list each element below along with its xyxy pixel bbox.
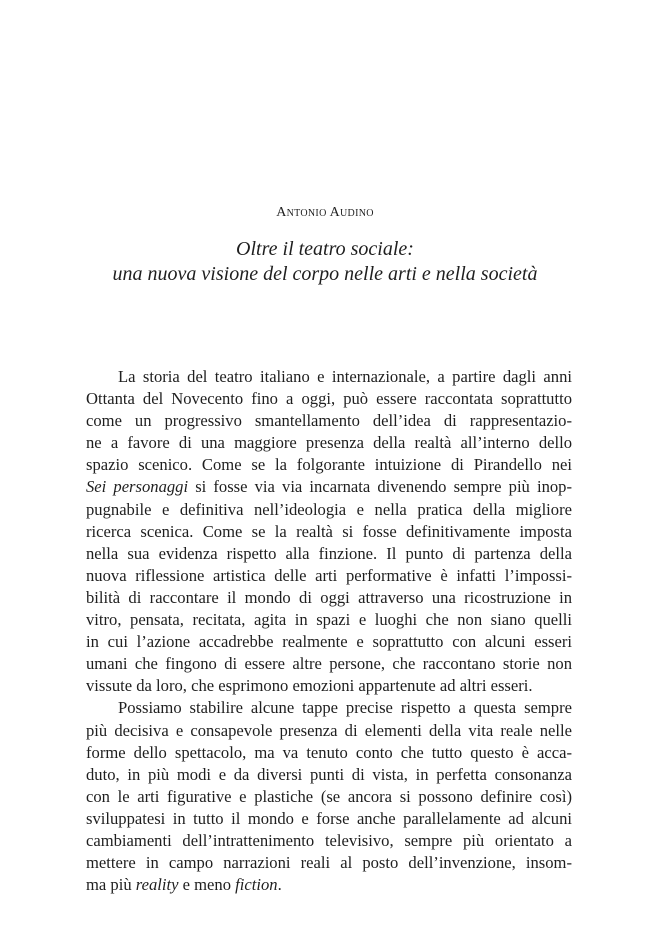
text-run: forme dello spettacolo, ma va tenuto conto che tutto questo è acca- xyxy=(86,742,572,762)
text-run: . xyxy=(277,875,282,895)
text-run: Ottanta del Novecento fino a oggi, può essere raccontata soprattutto xyxy=(86,389,572,409)
text-run: ma più xyxy=(86,875,136,895)
text-line xyxy=(86,764,572,786)
chapter-title xyxy=(0,237,650,287)
text-run: nella sua evidenza rispetto alla finzione. Il punto di partenza della xyxy=(86,543,572,563)
text-line xyxy=(86,565,572,587)
text-line xyxy=(86,366,572,388)
text-line xyxy=(86,786,572,808)
text-run: bilità di raccontare il mondo di oggi attraverso una ricostruzione in xyxy=(86,587,572,607)
text-run: mettere in campo narrazioni reali al posto dell’invenzione, insom- xyxy=(86,853,572,873)
text-run: ricerca scenica. Come se la realtà si fosse definitivamente imposta xyxy=(86,521,572,541)
text-run: nuova riflessione artistica delle arti performative è infatti l’impossi- xyxy=(86,565,572,585)
italic-text: fiction xyxy=(235,875,278,895)
text-line xyxy=(86,830,572,852)
text-run: spazio scenico. Come se la folgorante intuizione di Pirandello nei xyxy=(86,455,572,475)
text-line xyxy=(86,808,572,830)
text-line xyxy=(86,587,572,609)
text-run: ne a favore di una maggiore presenza della realtà all’interno dello xyxy=(86,433,572,453)
text-run: umani che fingono di essere altre persone, che raccontano storie non xyxy=(86,654,572,674)
text-line xyxy=(86,720,572,742)
text-run: cambiamenti dell’intrattenimento televisivo, sempre più orientato a xyxy=(86,830,572,850)
body-text xyxy=(86,366,572,896)
title-line-1: Oltre il teatro sociale: xyxy=(236,238,414,260)
text-line xyxy=(86,454,572,476)
text-run: vissute da loro, che esprimono emozioni appartenute ad altri esseri. xyxy=(86,676,533,696)
text-run: Possiamo stabilire alcune tappe precise rispetto a questa sempre xyxy=(118,698,572,718)
text-line xyxy=(86,521,572,543)
text-line xyxy=(86,852,572,874)
text-run: come un progressivo smantellamento dell’idea di rappresentazio- xyxy=(86,411,572,431)
text-run: con le arti figurative e plastiche (se ancora si possono definire così) xyxy=(86,786,572,806)
text-run: in cui l’azione accadrebbe realmente e soprattutto con alcuni esseri xyxy=(86,632,572,652)
text-run: si fosse via via incarnata divenendo sempre più inop- xyxy=(188,477,573,497)
text-line xyxy=(86,410,572,432)
text-line xyxy=(86,653,572,675)
text-run: vitro, pensata, recitata, agita in spazi e luoghi che non siano quelli xyxy=(86,610,572,630)
text-line xyxy=(86,675,572,697)
paragraph xyxy=(86,697,572,896)
text-run: La storia del teatro italiano e internazionale, a partire dagli anni xyxy=(118,367,572,386)
text-line xyxy=(86,499,572,521)
text-line xyxy=(86,388,572,410)
text-line xyxy=(86,874,572,896)
paragraph xyxy=(86,366,572,697)
text-run: sviluppatesi in tutto il mondo e forse anche parallelamente ad alcuni xyxy=(86,808,572,828)
text-run: duto, in più modi e da diversi punti di vista, in perfetta consonanza xyxy=(86,764,572,784)
italic-text: reality xyxy=(135,875,179,895)
text-run: più decisiva e consapevole presenza di elementi della vita reale nelle xyxy=(86,720,572,740)
text-run: pugnabile e definitiva nell’ideologia e nella pratica della migliore xyxy=(86,499,572,519)
text-line xyxy=(86,476,572,498)
italic-text: Sei personaggi xyxy=(86,477,189,497)
text-line xyxy=(86,432,572,454)
text-line xyxy=(86,697,572,719)
text-line xyxy=(86,742,572,764)
text-line xyxy=(86,609,572,631)
text-line xyxy=(86,543,572,565)
title-line-2: una nuova visione del corpo nelle arti e nella società xyxy=(112,263,538,285)
text-line xyxy=(86,631,572,653)
author-name: Antonio Audino xyxy=(276,205,374,220)
text-run: e meno xyxy=(178,875,236,895)
